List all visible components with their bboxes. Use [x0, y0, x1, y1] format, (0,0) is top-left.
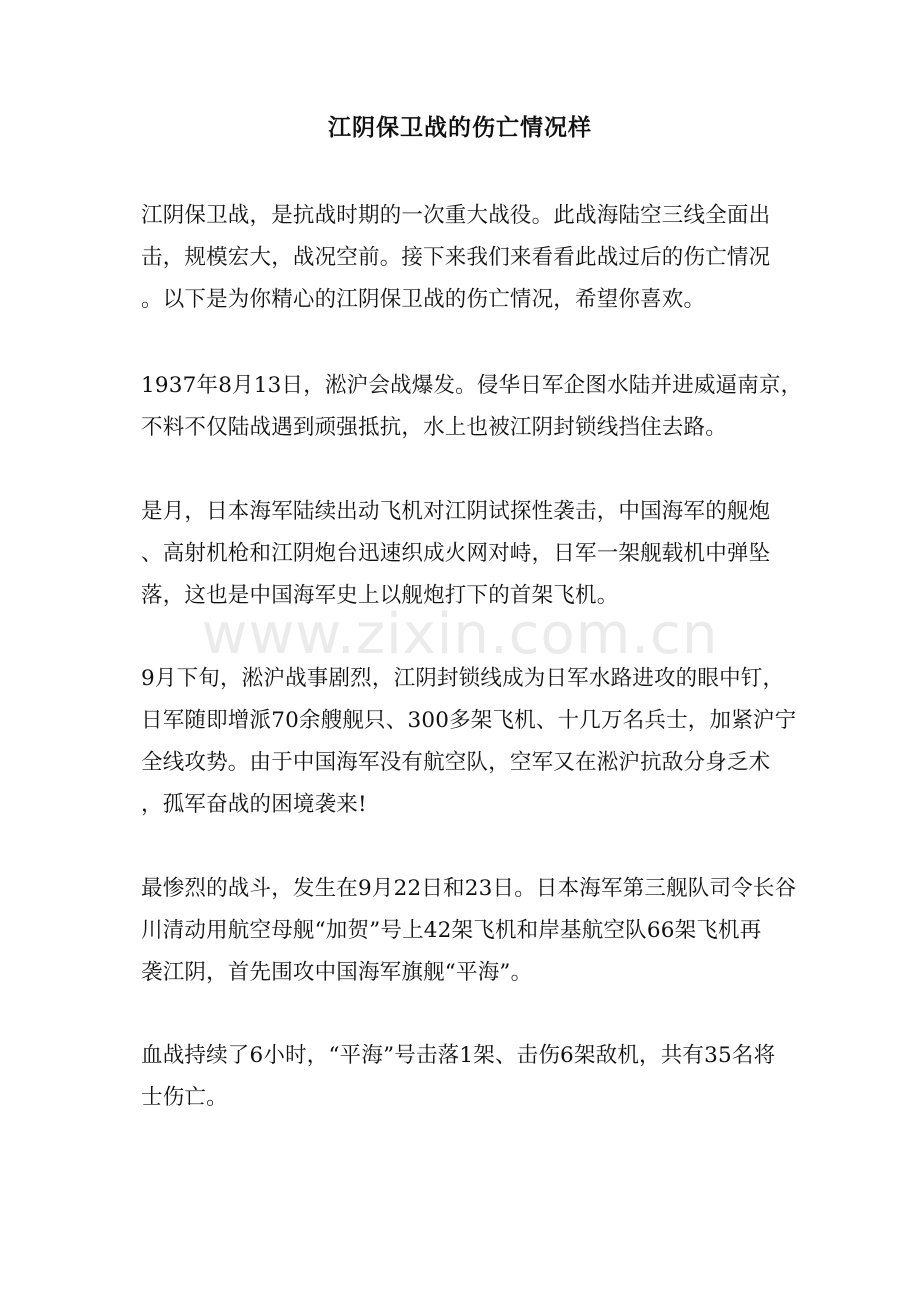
- paragraph-3: [141, 491, 781, 617]
- paragraph-line: 全线攻势。由于中国海军没有航空队，空军又在淞沪抗敌分身乏术: [141, 750, 771, 775]
- paragraph-line: 不料不仅陆战遇到顽强抵抗，水上也被江阴封锁线挡住去路。: [141, 415, 727, 440]
- paragraph-line: 1937年8月13日，淞沪会战爆发。侵华日军企图水陆并进威逼南京，: [141, 373, 803, 398]
- watermark: www.zixin.com.cn: [201, 602, 719, 667]
- paragraph-2: [141, 365, 803, 449]
- paragraph-line: 。以下是为你精心的江阴保卫战的伤亡情况，希望你喜欢。: [141, 287, 706, 312]
- paragraph-line: 是月，日本海军陆续出动飞机对江阴试探性袭击，中国海军的舰炮: [141, 499, 771, 524]
- paragraph-1: [141, 195, 781, 321]
- paragraph-line: 川清动用航空母舰“加贺”号上42架飞机和岸基航空队66架飞机再: [141, 918, 762, 943]
- paragraph-6: [141, 1035, 781, 1119]
- paragraph-line: 江阴保卫战，是抗战时期的一次重大战役。此战海陆空三线全面出: [141, 203, 771, 228]
- document-title: 江阴保卫战的伤亡情况样: [328, 114, 592, 141]
- paragraph-line: 袭江阴，首先围攻中国海军旗舰“平海”。: [141, 960, 533, 985]
- paragraph-line: 士伤亡。: [141, 1085, 228, 1110]
- paragraph-line: 最惨烈的战斗，发生在9月22日和23日。日本海军第三舰队司令长谷: [141, 876, 797, 901]
- paragraph-line: 落，这也是中国海军史上以舰炮打下的首架飞机。: [141, 583, 619, 608]
- paragraph-4: [141, 658, 797, 826]
- paragraph-line: ，孤军奋战的困境袭来!: [141, 792, 367, 817]
- paragraph-5: [141, 868, 797, 994]
- paragraph-line: 击，规模宏大，战况空前。接下来我们来看看此战过后的伤亡情况: [141, 245, 771, 270]
- paragraph-line: 血战持续了6小时，“平海”号击落1架、击伤6架敌机，共有35名将: [141, 1043, 776, 1068]
- paragraph-line: 9月下旬，淞沪战事剧烈，江阴封锁线成为日军水路进攻的眼中钉，: [141, 666, 785, 691]
- paragraph-line: 、高射机枪和江阴炮台迅速织成火网对峙，日军一架舰载机中弹坠: [141, 541, 771, 566]
- paragraph-line: 日军随即增派70余艘舰只、300多架飞机、十几万名兵士，加紧沪宁: [141, 708, 797, 733]
